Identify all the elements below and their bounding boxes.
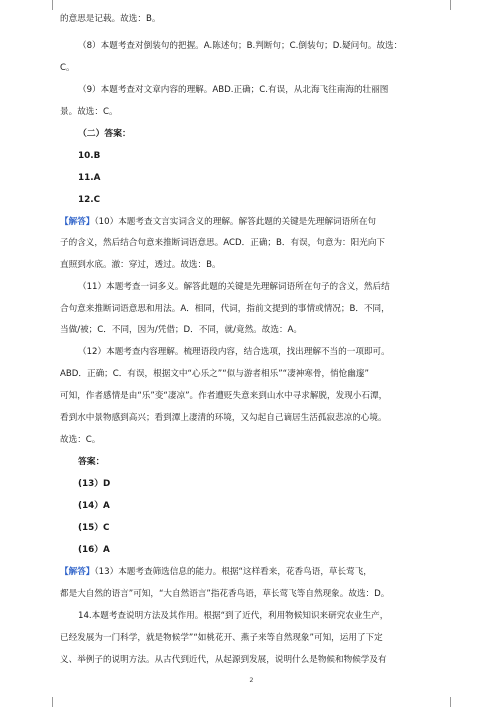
page-number: 2	[249, 676, 254, 684]
line-text: 12.C	[78, 195, 101, 205]
text-line	[78, 281, 390, 293]
line-text: 10.B	[78, 151, 101, 161]
line-text: 合句意来推断词语意思和用法。A．相同，代词，指前文提到的事情或情况；B．不同，	[60, 304, 390, 314]
text-line	[60, 216, 376, 228]
text-line	[78, 84, 388, 96]
line-text: 看到水中景物感到高兴；看到潭上凄清的环境，又勾起自己谪居生活孤寂悲凉的心境。	[60, 413, 387, 423]
line-text: （13）本题考查筛选信息的能力。根据“这样看来，花香鸟语，草长莺飞，	[94, 567, 372, 577]
line-text: C。	[60, 63, 75, 73]
crop-mark-bottom-left	[42, 697, 53, 707]
text-line	[60, 654, 387, 666]
text-line	[60, 368, 369, 380]
text-line	[60, 259, 221, 271]
text-line	[78, 346, 390, 358]
line-text: （8）本题考查对倒装句的把握。A.陈述句；B.判断句；C.倒装句；D.疑问句。故选：	[78, 41, 403, 51]
line-text: 义、举例子的说明方法。从古代到近代，从起源到发展，说明什么是物候和物候学及有	[60, 655, 387, 665]
text-line	[60, 632, 383, 644]
line-text: 直照到水底。澈：穿过，透过。故选：B。	[60, 260, 221, 270]
text-line	[60, 412, 387, 424]
answer-tag: 【解答】	[60, 567, 95, 577]
line-text: 的意思是记载。故选：B。	[60, 14, 161, 24]
text-line	[78, 522, 110, 534]
text-line	[60, 566, 372, 578]
line-text: 可知，作者感情是由“乐”变“凄凉”。作者遭贬失意来到山水中寻求解脱，发现小石潭，	[60, 391, 388, 401]
line-text: 已经发展为一门科学，就是物候学”“如桃花开、燕子来等自然现象”可知，运用了下定	[60, 633, 383, 643]
line-text: 14.本题考查说明方法及其作用。根据“到了近代，利用物候知识来研究农业生产，	[78, 611, 389, 621]
line-text: （10）本题考查文言实词含义的理解。解答此题的关键是先理解词语所在句	[94, 217, 377, 227]
text-line	[78, 500, 110, 512]
text-line	[60, 390, 387, 402]
text-line	[60, 434, 100, 446]
line-text: ABD．正确；C．有误，根据文中“心乐之”“似与游者相乐”“凄神寒骨，悄怆幽邃”	[60, 369, 369, 379]
line-text: （11）本题考查一词多义。解答此题的关键是先理解词语所在句子的含义，然后结	[78, 282, 390, 292]
answer-tag: 【解答】	[60, 217, 95, 227]
text-line	[78, 456, 104, 468]
text-line	[60, 106, 118, 118]
line-text: 子的含义，然后结合句意来推断词语意思。ACD．正确；B．有误，句意为：阳光向下	[60, 238, 386, 248]
text-line	[78, 478, 110, 490]
line-text: （12）本题考查内容理解。梳理语段内容，结合选项，找出理解不当的一项即可。	[78, 347, 390, 357]
text-line	[60, 588, 389, 600]
text-line	[60, 13, 160, 25]
text-line	[78, 610, 388, 622]
line-text: 故选：C。	[60, 435, 101, 445]
line-text: 11.A	[78, 173, 101, 183]
line-text: (16）A	[78, 545, 110, 555]
crop-mark-bottom-right	[450, 697, 461, 707]
line-text: 答案：	[78, 457, 105, 467]
crop-mark-top-left	[42, 0, 53, 10]
line-text: (15）C	[78, 523, 110, 533]
line-text: 景。故选：C。	[60, 107, 118, 117]
line-text: （9）本题考查对文章内容的理解。ABD.正确；C.有误，从北海飞往南海的壮丽图	[78, 85, 389, 95]
crop-mark-top-right	[450, 0, 461, 10]
text-line	[60, 324, 302, 336]
text-line	[60, 62, 75, 74]
text-line	[78, 544, 110, 556]
text-line	[78, 128, 131, 140]
text-line	[60, 237, 385, 249]
line-text: 当做/被；C．不同，因为/凭借；D．不同，就/竟然。故选：A。	[60, 325, 303, 335]
text-line	[78, 194, 100, 206]
text-line	[60, 303, 390, 315]
line-text: (14）A	[78, 501, 110, 511]
line-text: (13）D	[78, 479, 111, 489]
line-text: 都是大自然的语言”可知，“大自然语言”指花香鸟语，草长莺飞等自然现象。故选：D。	[60, 589, 390, 599]
text-line	[78, 150, 100, 162]
text-line	[78, 172, 100, 184]
text-line	[78, 40, 402, 52]
line-text: （二）答案：	[78, 129, 131, 139]
